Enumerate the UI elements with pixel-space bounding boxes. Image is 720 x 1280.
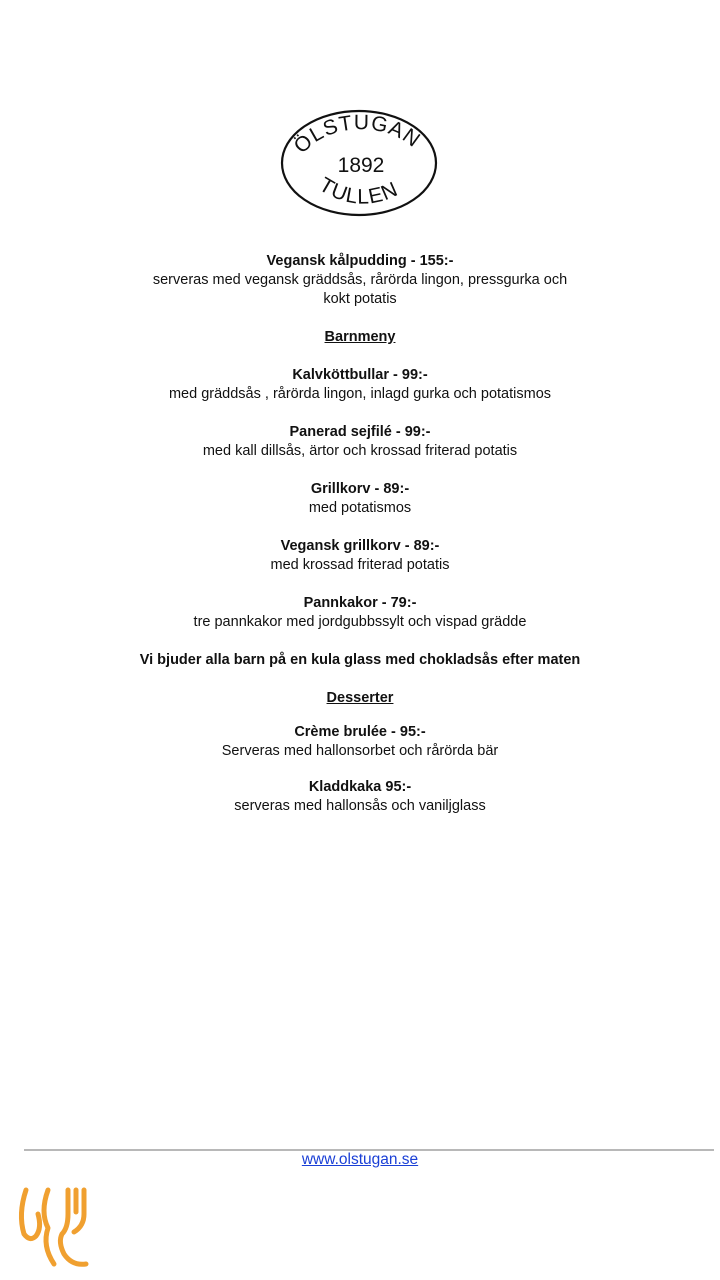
menu-item-title: Kalvköttbullar - 99:- <box>292 367 428 383</box>
menu-item <box>0 594 720 632</box>
menu-item <box>0 537 720 575</box>
menu-item <box>0 480 720 518</box>
menu-item <box>0 423 720 461</box>
menu-item-title: Panerad sejfilé - 99:- <box>289 424 431 440</box>
menu-item-description: serveras med vegansk gräddsås, rårörda lingon, pressgurka och kokt potatis <box>152 272 568 307</box>
logo-top-text: ÖLSTUGAN <box>289 111 425 158</box>
olstugan-tullen-logo <box>279 108 439 218</box>
fork-mark-icon <box>14 1184 92 1270</box>
menu-content <box>0 252 720 835</box>
desserts-heading: Desserter <box>326 690 394 706</box>
menu-item <box>0 723 720 761</box>
menu-item <box>0 778 720 816</box>
kids-ice-cream-notice: Vi bjuder alla barn på en kula glass med chokladsås efter maten <box>139 652 581 668</box>
menu-item-title: Grillkorv - 89:- <box>310 481 410 497</box>
logo-year: 1892 <box>337 154 385 177</box>
logo-bottom-text: TULLEN <box>315 173 402 209</box>
menu-item-description: med gräddsås , rårörda lingon, inlagd gurka och potatismos <box>168 386 552 402</box>
menu-item-description: med kall dillsås, ärtor och krossad friterad potatis <box>202 443 518 459</box>
menu-item-title: Pannkakor - 79:- <box>303 595 417 611</box>
menu-item-title: Kladdkaka 95:- <box>308 779 412 795</box>
menu-item-title: Vegansk kålpudding - 155:- <box>266 253 454 269</box>
menu-item-description: med potatismos <box>308 500 412 516</box>
kids-menu-heading: Barnmeny <box>324 329 396 345</box>
menu-item-description: med krossad friterad potatis <box>270 557 450 573</box>
menu-item <box>0 252 720 309</box>
menu-item-description: Serveras med hallonsorbet och rårörda bär <box>221 743 499 759</box>
menu-item-title: Crème brulée - 95:- <box>294 724 426 740</box>
menu-item <box>0 366 720 404</box>
menu-item-title: Vegansk grillkorv - 89:- <box>280 538 440 554</box>
website-link[interactable]: www.olstugan.se <box>301 1151 419 1168</box>
desserts-heading-block <box>0 689 720 708</box>
logo-emblem <box>279 108 439 218</box>
menu-item-description: serveras med hallonsås och vaniljglass <box>234 798 486 814</box>
menu-item-description: tre pannkakor med jordgubbssylt och vispad grädde <box>193 614 527 630</box>
kids-menu-heading-block <box>0 328 720 347</box>
